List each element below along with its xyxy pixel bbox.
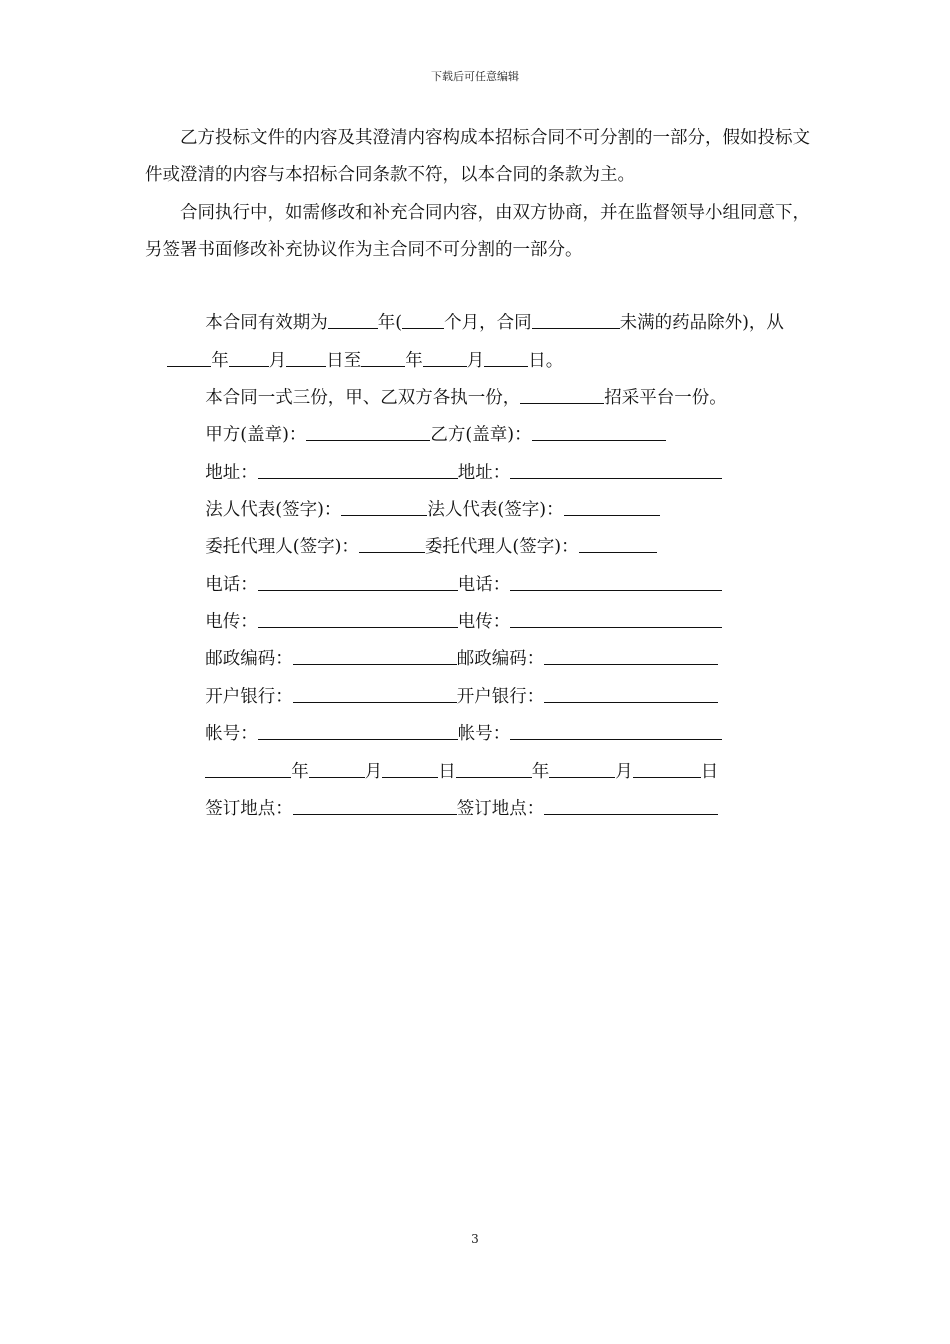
date-a-month-label: 月 (364, 762, 383, 782)
agent-label-b: 委托代理人(签字)： (424, 537, 579, 557)
address-label-a: 地址： (205, 463, 258, 483)
validity-year-paren: 年( (377, 313, 403, 333)
date-a-year-label: 年 (291, 762, 309, 782)
validity-exclusion: 未满的药品除外)，从 (619, 313, 784, 333)
page-number: 3 (471, 1232, 479, 1246)
address-label-b: 地址： (457, 463, 511, 483)
validity-months-contract: 个月，合同 (444, 313, 532, 333)
date-b-day-label: 日 (700, 762, 719, 782)
place-label-b: 签订地点： (456, 799, 545, 819)
paragraph-contract-changes: 合同执行中，如需修改和补充合同内容，由双方协商，并在监督领导小组同意下，另签署书面修改补充协议作为主合同不可分割的一部分。 (145, 203, 810, 260)
signing-place-line (183, 754, 823, 865)
postcode-label-b: 邮政编码： (456, 649, 545, 669)
phone-label-a: 电话： (205, 575, 258, 595)
party-b-seal-label: 乙方(盖章)： (430, 425, 532, 445)
end-month-label: 月 (466, 351, 485, 371)
paragraph-bid-documents: 乙方投标文件的内容及其澄清内容构成本招标合同不可分割的一部分，假如投标文件或澄清的内容与本招标合同条款不符，以本合同的条款为主。 (145, 128, 810, 185)
fax-label-a: 电传： (205, 612, 258, 632)
start-month-label: 月 (268, 351, 287, 371)
agent-label-a: 委托代理人(签字)： (205, 537, 359, 557)
copies-text: 本合同一式三份，甲、乙双方各执一份， (205, 388, 521, 408)
start-day-to-label: 日至 (326, 351, 362, 371)
blank-place-b (544, 796, 718, 815)
account-label-b: 帐号： (457, 724, 511, 744)
end-year-label: 年 (405, 351, 423, 371)
copies-platform-text: 招采平台一份。 (604, 388, 727, 408)
bank-label-a: 开户银行： (205, 687, 293, 707)
date-b-month-label: 月 (615, 762, 633, 782)
start-year-label: 年 (211, 351, 229, 371)
blank-place-a (293, 796, 457, 815)
date-a-day-label: 日 (438, 762, 456, 782)
end-day-label: 日。 (528, 351, 564, 371)
account-label-a: 帐号： (205, 724, 258, 744)
place-label-a: 签订地点： (205, 799, 293, 819)
party-a-seal-label: 甲方(盖章)： (205, 425, 307, 445)
bank-label-b: 开户银行： (456, 687, 545, 707)
date-b-year-label: 年 (531, 762, 550, 782)
fax-label-b: 电传： (457, 612, 511, 632)
phone-label-b: 电话： (457, 575, 511, 595)
validity-label: 本合同有效期为 (205, 313, 328, 333)
page-header: 下载后可任意编辑 (431, 70, 519, 83)
legal-rep-label-a: 法人代表(签字)： (205, 500, 342, 520)
postcode-label-a: 邮政编码： (205, 649, 293, 669)
legal-rep-label-b: 法人代表(签字)： (427, 500, 564, 520)
